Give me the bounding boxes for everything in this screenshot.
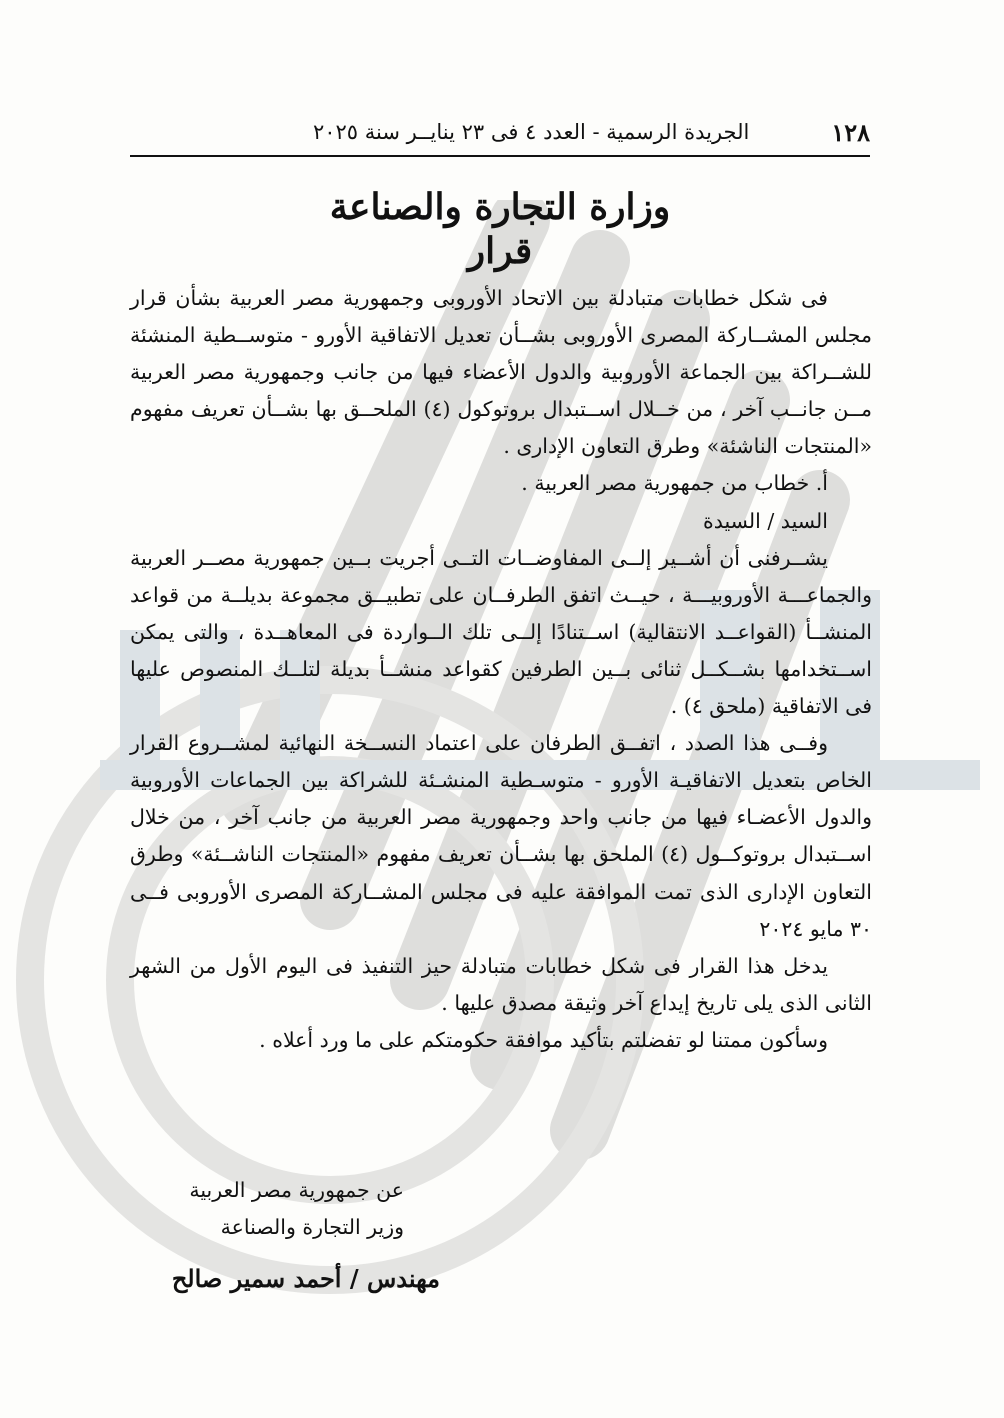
signature-block <box>130 1172 872 1246</box>
signer-name-block <box>130 1264 872 1293</box>
on-behalf-of: عن جمهورية مصر العربية <box>189 1178 404 1202</box>
document-body <box>130 280 872 1059</box>
paragraph-agreement: وفــى هذا الصدد ، اتفــق الطرفان على اعتماد النســخة النهائية لمشــروع القرار الخاص بتعديل الاتفاقيـة الأورو - متوسـطية المنشـئة للشراكة بين الجماعات الأوروبية والدول الأعضـاء فيها من جانب واحد وجمهورية مصر العربية من جانب آخر ، من خلال اســتبدال بروتوكــول (٤) الملحق بها بشــأن تعريف مفهوم «المنتجات الناشــئة» وطرق التعاون الإدارى الذى تمت الموافقة عليه فى مجلس المشــاركة المصرى الأوروبى فــى ٣٠ مايو ٢٠٢٤ <box>130 731 873 941</box>
signer-position: وزير التجارة والصناعة <box>220 1215 404 1239</box>
gazette-header <box>130 112 870 152</box>
signer-name: مهندس / أحمد سمير صالح <box>171 1264 440 1293</box>
page-number: ١٢٨ <box>831 117 870 147</box>
header-divider <box>130 155 870 157</box>
paragraph-request: وسأكون ممتنا لو تفضلتم بتأكيد موافقة حكومتكم على ما ورد أعلاه . <box>259 1027 828 1052</box>
paragraph-entry-into-force: يدخل هذا القرار فى شكل خطابات متبادلة حيز التنفيذ فى اليوم الأول من الشهر الثانى الذى يلى تاريخ إيداع آخر وثيقة مصدق عليها . <box>130 953 872 1015</box>
intro-paragraph: فى شكل خطابات متبادلة بين الاتحاد الأوروبى وجمهورية مصر العربية بشأن قرار مجلس المشــاركة المصرى الأوروبى بشــأن تعديل الاتفاقية الأورو - متوســطية المنشئة للشــراكة بين الجماعة الأوروبية والدول الأعضاء فيها من جانب وجمهورية مصر العربية مــن جانــب آخر ، من خــلال اســتبدال بروتوكول (٤) الملحــق بها بشــأن تعريف مفهوم «المنتجات الناشئة» وطرق التعاون الإدارى . <box>130 286 872 459</box>
letter-from-line: أ. خطاب من جمهورية مصر العربية . <box>521 471 828 496</box>
ministry-title: وزارة التجارة والصناعة <box>329 186 671 228</box>
salutation: السيد / السيدة <box>702 508 828 533</box>
decision-title: قرار <box>467 230 533 272</box>
paragraph-negotiations: يشــرفنى أن أشــير إلــى المفاوضــات التــى أجريت بــين جمهورية مصــر العربية والجماعـــة الأوروبيـــة ، حيــث اتفق الطرفــان على تطبيــق مجموعة بديلــة من قواعد المنشــأ (القواعــد الانتقالية) اســتنادًا إلــى تلك الــواردة فى المعاهــدة ، والتى يمكن اســتخدامها بشــكــل ثنائى بــين الطرفين كقواعد منشــأ بديلة لتلــك المنصوص عليها فى الاتفاقية (ملحق ٤) . <box>130 545 872 719</box>
gazette-issue-title: الجريدة الرسمية - العدد ٤ فى ٢٣ ينايــر سنة ٢٠٢٥ <box>312 120 750 144</box>
